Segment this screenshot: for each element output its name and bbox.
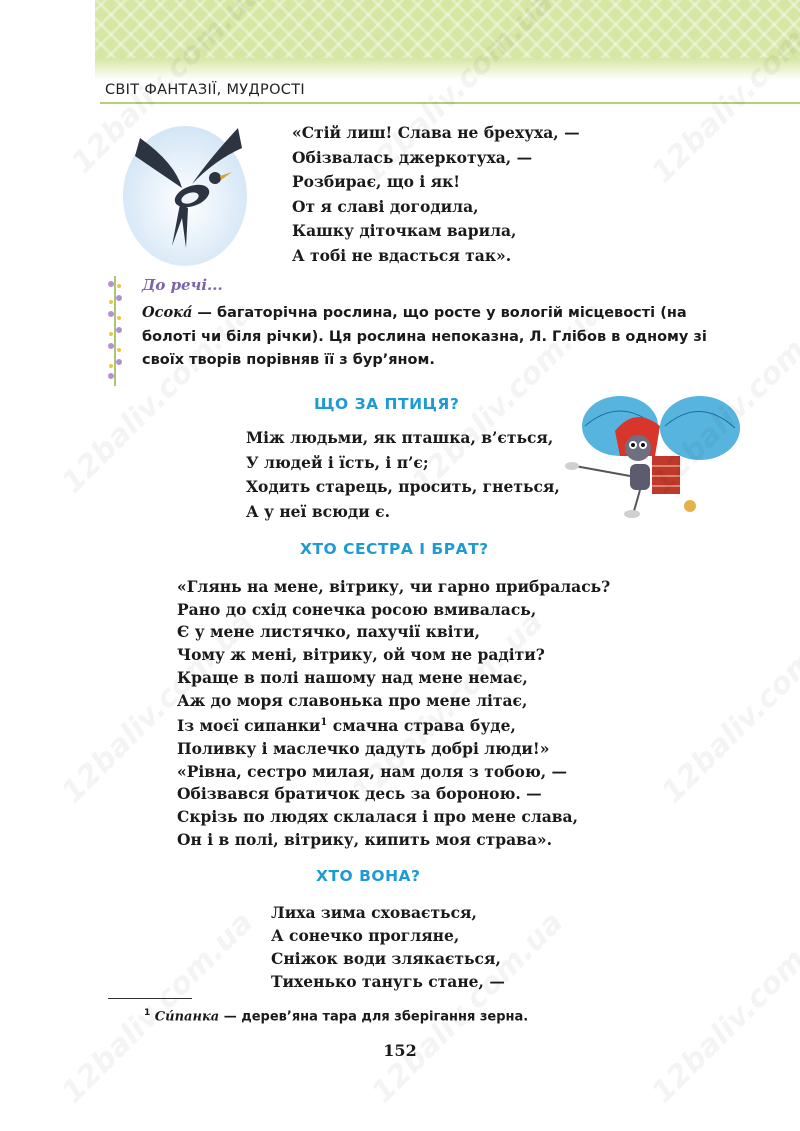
- footnote-mark: 1: [320, 717, 328, 729]
- poem-line: Ходить старець, просить, гнеться,: [246, 477, 560, 496]
- decorative-header-band: [95, 0, 800, 80]
- poem-line: Он і в полі, вітрику, кипить моя страва».: [177, 829, 553, 849]
- poem-stanza: [292, 121, 580, 268]
- riddle-heading: ХТО СЕСТРА І БРАТ?: [300, 540, 489, 558]
- riddle-heading: ЩО ЗА ПТИЦЯ?: [314, 395, 460, 413]
- section-title: СВІТ ФАНТАЗІЇ, МУДРОСТІ: [105, 82, 305, 98]
- poem-line: А у неї всюди є.: [246, 501, 390, 521]
- poem-line: Скрізь по людях склалася і про мене слава,: [177, 807, 578, 827]
- poem-line: Обізвалась джеркотуха, —: [292, 147, 533, 167]
- poem-line: Сніжок води злякається,: [271, 949, 501, 968]
- aside-title: До речі...: [142, 276, 223, 294]
- aside-term: Осока́: [142, 304, 193, 321]
- poem-line: Аж до моря славонька про мене літає,: [177, 690, 528, 710]
- poem-line: «Стій лиш! Слава не брехуха, —: [292, 123, 580, 142]
- flower-border-icon: [103, 276, 127, 386]
- poem-line: [177, 712, 610, 738]
- footnote: [144, 1008, 528, 1024]
- poem-line-part: смачна страва буде,: [327, 716, 516, 736]
- poem-line: Поливку і маслечко дадуть добрі люди!»: [177, 739, 550, 759]
- riddle-text: [271, 901, 505, 993]
- poem-line: Рано до схід сонечка росою вмивалась,: [177, 599, 537, 619]
- poem-line: Краще в полі нашому над мене немає,: [177, 667, 528, 687]
- poem-line: Є у мене листячко, пахучії квіти,: [177, 622, 480, 642]
- poem-line: А тобі не вдасться так».: [292, 245, 512, 265]
- aside-text: [142, 301, 732, 373]
- poem-line: Лиха зима сховається,: [271, 903, 477, 922]
- footnote-term: Си́панка: [154, 1009, 220, 1025]
- footnote-rule: [108, 998, 192, 999]
- poem-line: У людей і їсть, і п’є;: [246, 452, 429, 472]
- poem-line: Чому ж мені, вітрику, ой чом не радіти?: [177, 645, 545, 665]
- page-number: 152: [383, 1041, 417, 1060]
- poem-line: Між людьми, як пташка, в’ється,: [246, 428, 554, 447]
- aside-definition: — багаторічна рослина, що росте у вологій місцевості (на болоті чи біля річки). Ця рослина непоказна, Л. Глібов в одному зі своїх творів порівняв її з бур’яном.: [142, 305, 707, 368]
- magpie-illustration: [120, 118, 250, 268]
- riddle-text: [246, 426, 560, 524]
- riddle-text: [177, 576, 610, 852]
- poem-line: Розбирає, що і як!: [292, 172, 461, 191]
- poem-line: От я славі догодила,: [292, 196, 479, 216]
- poem-line-part: Із моєї сипанки: [177, 716, 321, 736]
- poem-line: «Глянь на мене, вітрику, чи гарно прибралась?: [177, 577, 611, 596]
- watermark: [645, 905, 800, 1110]
- footnote-number: 1: [144, 1008, 151, 1018]
- poem-line: Кашку діточкам варила,: [292, 221, 517, 240]
- poem-line: Обізвався братичок десь за бороною. —: [177, 784, 542, 804]
- footnote-text: — дерев’яна тара для зберігання зерна.: [219, 1009, 529, 1025]
- header-rule: [100, 102, 800, 104]
- poem-line: А сонечко прогляне,: [271, 926, 460, 945]
- watermark: [655, 605, 800, 810]
- fly-illustration: [560, 386, 745, 526]
- riddle-heading: ХТО ВОНА?: [316, 867, 421, 885]
- poem-line: Тихенько танугь стане, —: [271, 972, 505, 991]
- poem-line: «Рівна, сестро милая, нам доля з тобою, —: [177, 761, 568, 781]
